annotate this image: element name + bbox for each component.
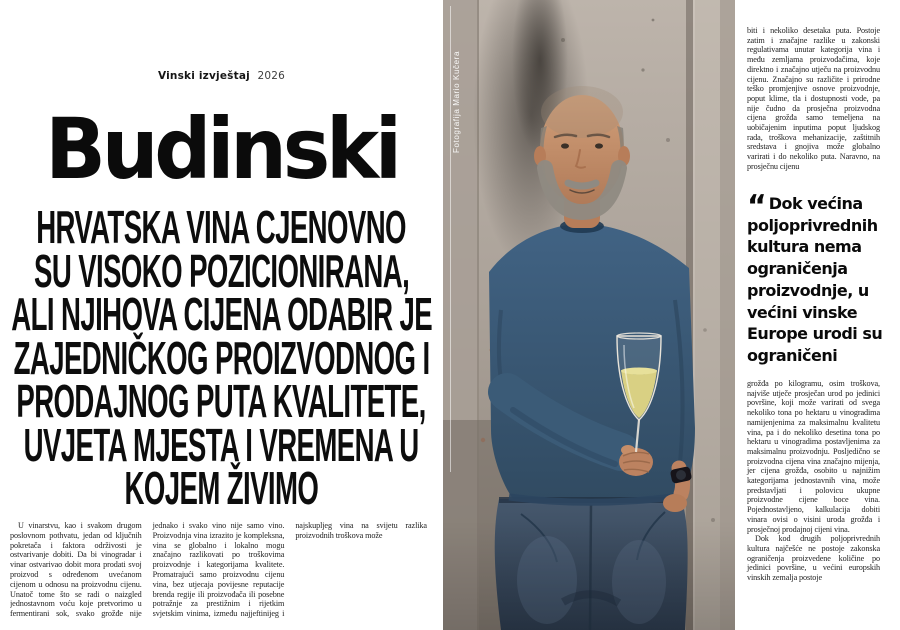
pull-quote-line bbox=[747, 189, 897, 224]
article-title: Budinski bbox=[45, 100, 398, 198]
headline-line: ALI NJIHOVA CIJENA ODABIR JE bbox=[11, 288, 432, 340]
right-column bbox=[747, 0, 883, 630]
headline-line: HRVATSKA VINA CJENOVNO bbox=[36, 201, 407, 253]
pull-quote-line: poljoprivrednih bbox=[747, 215, 878, 235]
headline-line: ZAJEDNIČKOG PROIZVODNOG I bbox=[13, 331, 430, 384]
headline-line: PRODAJNOG PUTA KVALITETE, bbox=[16, 375, 427, 427]
pull-quote-line: Europe urodi su bbox=[747, 324, 883, 344]
intro-paragraph: U vinarstvu, kao i svakom drugom poslovnom pothvatu, jedan od ključnih pokretača i faktora održivosti je ostvarivanje dobiti. Da bi vinogradar i vinar ostvarivao dobit mora prodati svoj proizvod s određenom uvećanom cijenom u odnosu na proizvodnu cijenu. Unatoč tome što se radi o naizgled jednostavnom voću koje pretvorimo u fermentirani sok, svako grožđe nije jednako i svako vino nije samo vino. Proizvodnja vina izrazito je kompleksna, vina se globalno i lokalno mogu značajno razlikovati po troškovima proizvodnje i kategorijama kvalitete. Promatrajući samo proizvodnu cijenu vina, bez utjecaja povijesne reputacije brenda regije ili proizvođača ili posebne potražnje za prestižnim i rijetkim svjetskim vinima, između najjeftinijeg i najskupljeg vina na svijetu razlika proizvodnih troškova može bbox=[10, 521, 427, 619]
pull-quote-line: ograničeni bbox=[747, 345, 838, 365]
headline-line: SU VISOKO POZICIONIRANA, bbox=[33, 244, 410, 297]
portrait-photo bbox=[443, 0, 735, 630]
headline-line: KOJEM ŽIVIMO bbox=[124, 462, 319, 514]
headline-line: UVJETA MJESTA I VREMENA U bbox=[24, 418, 419, 471]
body-paragraph: grožđa po kilogramu, osim troškova, najviše utječe prosječan urod po jedinici površine, koji može varirati od svega nekoliko tona po hektaru u vinogradima namijenjenima za maksimalnu kvalitetu vina, pa i do nekoliko desetina tona po hektaru u vinogradima postavljenima za maksimalnu proizvodnju. Posljedično se proizvodna cijena vina značajno mijenja, jer cijena grožđa, osobito u najnižim kategorijama jednostavnih vina, može predstavljati i polovicu ukupne proizvodne cijene boce vina. Pojednostavljeno, kalkulacija dobiti vinara ovisi o visini uroda grožđa i prosječnoj prodajnoj cijeni vina. bbox=[747, 379, 880, 534]
pull-quote-text: Dok većina bbox=[768, 194, 863, 213]
headline bbox=[0, 201, 443, 514]
pull-quote-line: proizvodnje, u bbox=[747, 280, 869, 300]
pull-quote-line: kultura nema bbox=[747, 237, 862, 257]
portrait-illustration bbox=[443, 0, 735, 630]
kicker-label: Vinski izvještaj bbox=[157, 70, 250, 82]
photo-credit: Fotografija Mario Kučera bbox=[452, 51, 461, 153]
pull-quote bbox=[747, 189, 897, 367]
kicker bbox=[0, 70, 443, 82]
intro-columns bbox=[10, 521, 427, 625]
pull-quote-line: ograničenja bbox=[747, 259, 848, 279]
kicker-year: 2026 bbox=[257, 70, 285, 82]
quote-mark-icon: “ bbox=[747, 189, 765, 224]
body-paragraph: biti i nekoliko desetaka puta. Postoje zatim i značajne razlike u zakonski regulativama unutar kategorija vina i među zemljama proizvođačima, koje direktno i značajno utječu na proizvodnu cijenu. Značajno su različite i prirodne teško promjenjive osnove proizvodnje, poput klime, tla i dostupnosti vode, pa nije čudno da prosječna proizvodna cijena grožđa samo temeljena na uobičajenim inputima poput ljudskog rada, troškova mehanizacije, zaštitnih sredstava i gnojiva može globalno varirati i do nekoliko puta. Naravno, na prosječnu cijenu bbox=[747, 26, 880, 171]
photo-credit-rule bbox=[450, 6, 451, 472]
left-page bbox=[0, 0, 443, 630]
body-paragraph: Dok kod drugih poljoprivrednih kultura najčešće ne postoje zakonska ograničenja proizvedene količine po jedinici površine, u većini europskih vinskih zemalja postoje bbox=[747, 534, 880, 583]
body-text-block bbox=[747, 379, 880, 583]
pull-quote-line: većini vinske bbox=[747, 302, 858, 322]
